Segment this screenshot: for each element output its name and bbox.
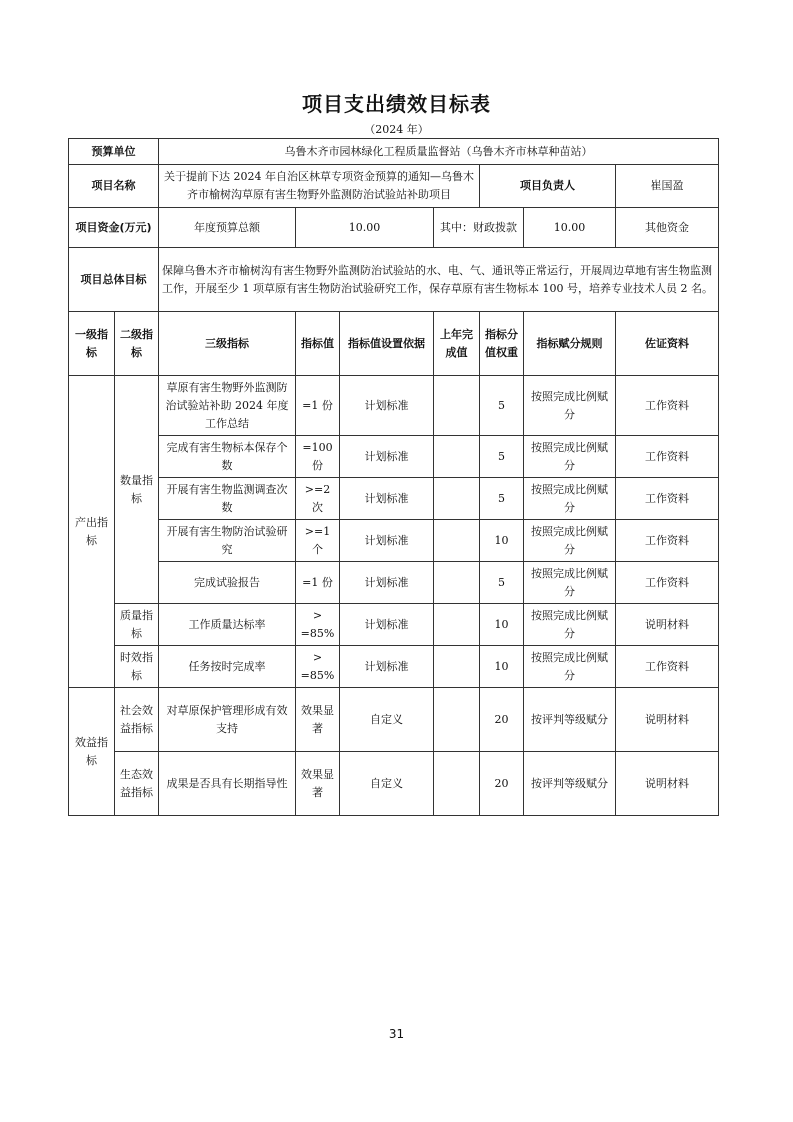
rule-cell: 按评判等级赋分 bbox=[524, 688, 616, 752]
funds-label: 项目资金(万元) bbox=[69, 208, 159, 248]
header-rule: 指标赋分规则 bbox=[524, 312, 616, 376]
level1-output: 产出指标 bbox=[69, 376, 115, 688]
value-cell: >=2 次 bbox=[296, 478, 340, 520]
weight-cell: 10 bbox=[480, 604, 524, 646]
basis-cell: 计划标准 bbox=[340, 646, 434, 688]
goal-row bbox=[69, 248, 719, 312]
basis-cell: 自定义 bbox=[340, 752, 434, 816]
basis-cell: 计划标准 bbox=[340, 436, 434, 478]
performance-table bbox=[68, 138, 719, 816]
annual-budget-label: 年度预算总额 bbox=[159, 208, 296, 248]
indicator-cell: 工作质量达标率 bbox=[159, 604, 296, 646]
fiscal-label: 其中：财政拨款 bbox=[434, 208, 524, 248]
table-row bbox=[69, 604, 719, 646]
level2-ecological: 生态效益指标 bbox=[115, 752, 159, 816]
value-cell: > =85% bbox=[296, 646, 340, 688]
project-leader-value: 崔国盈 bbox=[616, 165, 719, 208]
weight-cell: 5 bbox=[480, 376, 524, 436]
prev-cell bbox=[434, 478, 480, 520]
weight-cell: 10 bbox=[480, 646, 524, 688]
evidence-cell: 工作资料 bbox=[616, 376, 719, 436]
header-basis: 指标值设置依据 bbox=[340, 312, 434, 376]
prev-cell bbox=[434, 436, 480, 478]
evidence-cell: 工作资料 bbox=[616, 478, 719, 520]
evidence-cell: 工作资料 bbox=[616, 562, 719, 604]
level2-quality: 质量指标 bbox=[115, 604, 159, 646]
fiscal-value: 10.00 bbox=[524, 208, 616, 248]
header-evidence: 佐证资料 bbox=[616, 312, 719, 376]
header-level3: 三级指标 bbox=[159, 312, 296, 376]
prev-cell bbox=[434, 646, 480, 688]
goal-label: 项目总体目标 bbox=[69, 248, 159, 312]
evidence-cell: 工作资料 bbox=[616, 520, 719, 562]
evidence-cell: 说明材料 bbox=[616, 752, 719, 816]
basis-cell: 计划标准 bbox=[340, 520, 434, 562]
project-name-row bbox=[69, 165, 719, 208]
indicator-cell: 开展有害生物监测调查次数 bbox=[159, 478, 296, 520]
budget-unit-label: 预算单位 bbox=[69, 139, 159, 165]
weight-cell: 10 bbox=[480, 520, 524, 562]
rule-cell: 按照完成比例赋分 bbox=[524, 646, 616, 688]
prev-cell bbox=[434, 376, 480, 436]
indicator-cell: 成果是否具有长期指导性 bbox=[159, 752, 296, 816]
budget-unit-value: 乌鲁木齐市园林绿化工程质量监督站（乌鲁木齐市林草种苗站） bbox=[159, 139, 719, 165]
goal-value: 保障乌鲁木齐市榆树沟有害生物野外监测防治试验站的水、电、气、通讯等正常运行，开展周边草地有害生物监测工作，开展至少 1 项草原有害生物防治试验研究工作，保存草原有害生物标本 100 号，培养专业技术人员 2 名。 bbox=[159, 248, 719, 312]
weight-cell: 20 bbox=[480, 752, 524, 816]
level2-social: 社会效益指标 bbox=[115, 688, 159, 752]
table-row bbox=[69, 752, 719, 816]
table-row bbox=[69, 436, 719, 478]
level2-quantity: 数量指标 bbox=[115, 376, 159, 604]
indicator-cell: 草原有害生物野外监测防治试验站补助 2024 年度工作总结 bbox=[159, 376, 296, 436]
prev-cell bbox=[434, 562, 480, 604]
table-row bbox=[69, 376, 719, 436]
indicator-cell: 开展有害生物防治试验研究 bbox=[159, 520, 296, 562]
rule-cell: 按照完成比例赋分 bbox=[524, 604, 616, 646]
prev-cell bbox=[434, 520, 480, 562]
indicator-cell: 对草原保护管理形成有效支持 bbox=[159, 688, 296, 752]
evidence-cell: 工作资料 bbox=[616, 436, 719, 478]
table-row bbox=[69, 520, 719, 562]
project-name-label: 项目名称 bbox=[69, 165, 159, 208]
table-row bbox=[69, 562, 719, 604]
header-level2: 二级指标 bbox=[115, 312, 159, 376]
rule-cell: 按照完成比例赋分 bbox=[524, 562, 616, 604]
table-row bbox=[69, 646, 719, 688]
project-leader-label: 项目负责人 bbox=[480, 165, 616, 208]
level1-benefit: 效益指标 bbox=[69, 688, 115, 816]
rule-cell: 按照完成比例赋分 bbox=[524, 520, 616, 562]
prev-cell bbox=[434, 752, 480, 816]
value-cell: =100 份 bbox=[296, 436, 340, 478]
basis-cell: 计划标准 bbox=[340, 562, 434, 604]
rule-cell: 按照完成比例赋分 bbox=[524, 436, 616, 478]
weight-cell: 5 bbox=[480, 562, 524, 604]
page-title: 项目支出绩效目标表 bbox=[302, 92, 491, 116]
rule-cell: 按照完成比例赋分 bbox=[524, 478, 616, 520]
header-weight: 指标分值权重 bbox=[480, 312, 524, 376]
value-cell: > =85% bbox=[296, 604, 340, 646]
project-funds-row bbox=[69, 208, 719, 248]
value-cell: 效果显著 bbox=[296, 688, 340, 752]
weight-cell: 20 bbox=[480, 688, 524, 752]
evidence-cell: 说明材料 bbox=[616, 688, 719, 752]
header-row bbox=[69, 312, 719, 376]
value-cell: =1 份 bbox=[296, 562, 340, 604]
prev-cell bbox=[434, 688, 480, 752]
table-row bbox=[69, 478, 719, 520]
indicator-cell: 任务按时完成率 bbox=[159, 646, 296, 688]
value-cell: 效果显著 bbox=[296, 752, 340, 816]
indicator-cell: 完成试验报告 bbox=[159, 562, 296, 604]
header-level1: 一级指标 bbox=[69, 312, 115, 376]
rule-cell: 按照完成比例赋分 bbox=[524, 376, 616, 436]
header-prev: 上年完成值 bbox=[434, 312, 480, 376]
value-cell: =1 份 bbox=[296, 376, 340, 436]
basis-cell: 计划标准 bbox=[340, 478, 434, 520]
basis-cell: 计划标准 bbox=[340, 604, 434, 646]
project-name-value: 关于提前下达 2024 年自治区林草专项资金预算的通知—乌鲁木齐市榆树沟草原有害生物野外监测防治试验站补助项目 bbox=[159, 165, 480, 208]
header-value: 指标值 bbox=[296, 312, 340, 376]
weight-cell: 5 bbox=[480, 436, 524, 478]
year-subtitle: （2024 年） bbox=[364, 123, 429, 136]
value-cell: >=1 个 bbox=[296, 520, 340, 562]
basis-cell: 自定义 bbox=[340, 688, 434, 752]
evidence-cell: 工作资料 bbox=[616, 646, 719, 688]
weight-cell: 5 bbox=[480, 478, 524, 520]
indicator-cell: 完成有害生物标本保存个数 bbox=[159, 436, 296, 478]
evidence-cell: 说明材料 bbox=[616, 604, 719, 646]
level2-timeliness: 时效指标 bbox=[115, 646, 159, 688]
table-row bbox=[69, 688, 719, 752]
annual-budget-value: 10.00 bbox=[296, 208, 434, 248]
budget-unit-row bbox=[69, 139, 719, 165]
other-funds-label: 其他资金 bbox=[616, 208, 719, 248]
page-number: 31 bbox=[388, 1027, 405, 1041]
basis-cell: 计划标准 bbox=[340, 376, 434, 436]
prev-cell bbox=[434, 604, 480, 646]
rule-cell: 按评判等级赋分 bbox=[524, 752, 616, 816]
